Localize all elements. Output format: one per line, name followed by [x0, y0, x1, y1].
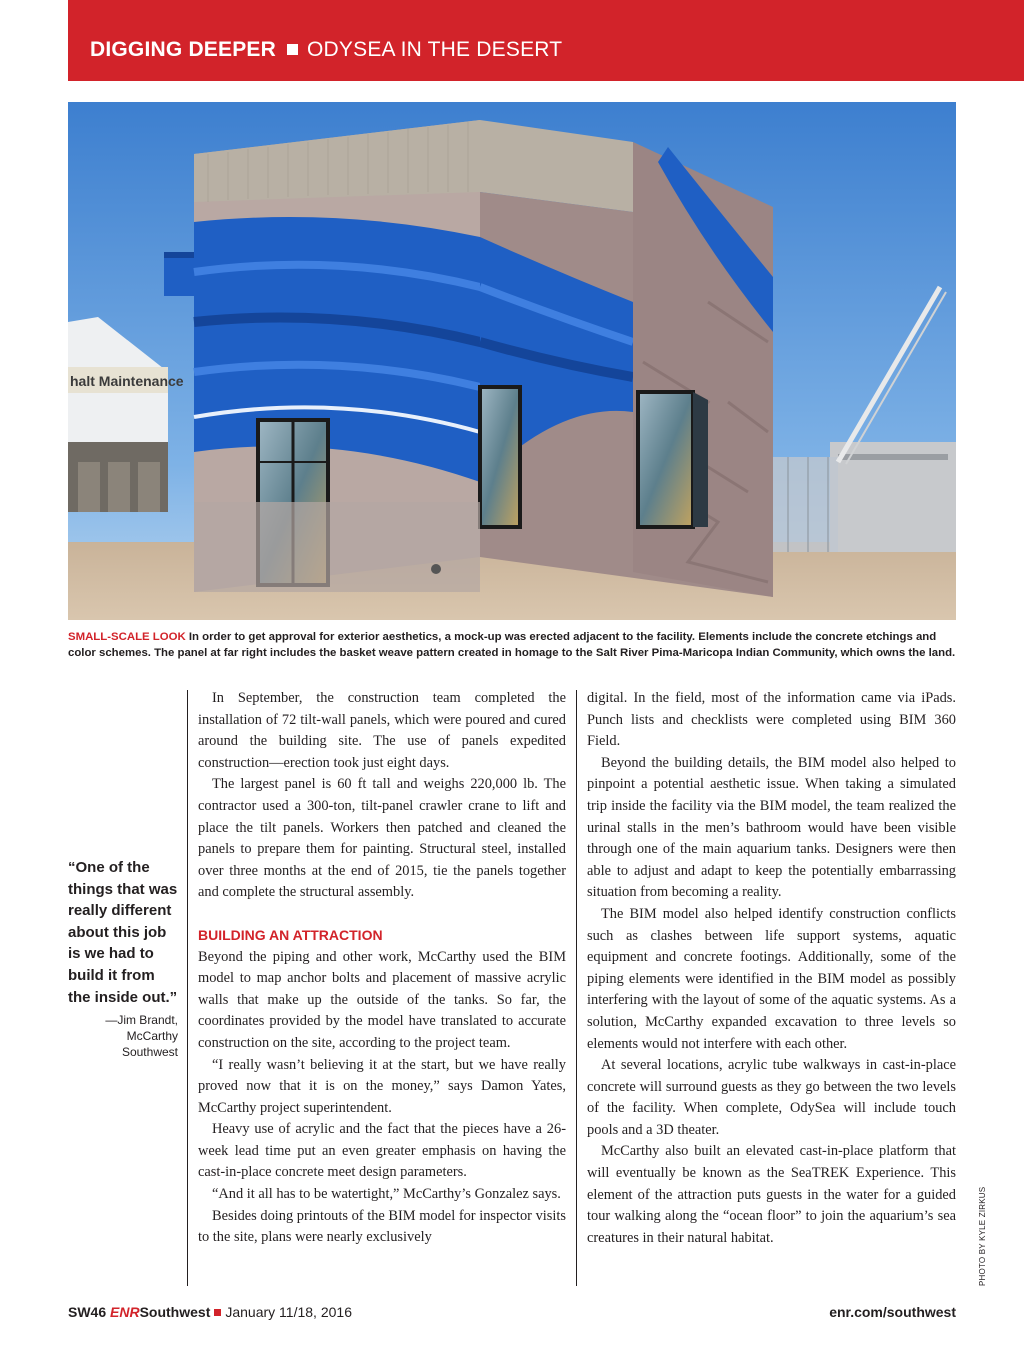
paragraph: digital. In the field, most of the information came via iPads. Punch lists and checklists were completed using BIM 360 Field. [587, 690, 956, 750]
square-bullet-icon [214, 1309, 221, 1316]
paragraph: “I really wasn’t believing it at the start, but we have really proved now that it is on the money,” says Damon Yates, McCarthy project superintendent. [198, 1056, 566, 1116]
magazine-logo-region: Southwest [139, 1304, 211, 1320]
column-rule-left [187, 690, 188, 1286]
paragraph: McCarthy also built an elevated cast-in-place platform that will eventually be known as the SeaTREK Experience. This element of the attraction puts guests in the water for a guided tour walking along the “ocean floor” to join the aquarium’s sea creatures in their natural habitat. [587, 1143, 956, 1246]
magazine-logo-enr: ENR [110, 1304, 140, 1320]
section-name: DIGGING DEEPER [90, 38, 276, 61]
sign-text: halt Maintenance [70, 373, 184, 389]
column-rule-middle [576, 690, 577, 1286]
paragraph: At several locations, acrylic tube walkways in cast-in-place concrete will surround guests as they go between the two levels of the facility. When complete, OdySea will include touch pools and a 3D theater. [587, 1057, 956, 1138]
article-column-2 [587, 688, 956, 1249]
paragraph: Beyond the building details, the BIM model also helped to pinpoint a potential aesthetic issue. When taking a simulated trip inside the facility via the BIM model, the team realized the urinal stalls in the men’s bathroom would have been visible through one of the main aquarium tanks. Designers were then able to adjust and adapt to keep the potentially embarrassing situation from becoming a reality. [587, 754, 956, 901]
page-number: SW46 [68, 1304, 107, 1320]
paragraph: The BIM model also helped identify construction conflicts such as clashes between life support systems, aquatic equipment and concrete footings. Additionally, some of the piping elements were identified in the BIM model as possibly interfering with the layout of some of the aquatic systems. As a solution, McCarthy expanded excavation to three levels so elements would not interfere with each other. [587, 905, 956, 1052]
issue-date: January 11/18, 2016 [225, 1304, 352, 1320]
paragraph: “And it all has to be watertight,” McCarthy’s Gonzalez says. [212, 1186, 561, 1203]
section-banner [68, 0, 1024, 81]
caption-lead: SMALL-SCALE LOOK [68, 631, 186, 643]
website-url: enr.com/southwest [829, 1304, 956, 1320]
pull-quote [68, 857, 178, 1060]
building [164, 120, 773, 597]
photo-credit: PHOTO BY KYLE ZIRKUS [978, 1186, 987, 1286]
article-column-1 [198, 688, 566, 1249]
footer-folio-line [68, 1304, 352, 1320]
mockup-building-photo [68, 102, 956, 620]
paragraph: In September, the construction team completed the installation of 72 tilt-wall panels, which were poured and cured around the building site. The use of panels expedited construction—erection took just eight days. [198, 690, 566, 771]
pull-quote-attribution: —Jim Brandt, McCarthy Southwest [105, 1013, 178, 1060]
paragraph: Heavy use of acrylic and the fact that the pieces have a 26-week lead time put an even greater emphasis on having the cast-in-place concrete meet design parameters. [198, 1121, 566, 1181]
paragraph: Beyond the piping and other work, McCarthy used the BIM model to map anchor bolts and placement of massive acrylic walls that make up the outside of the tanks. So far, the coordinates provided by the model have translated to accurate construction on the site, according to the project team. [198, 948, 566, 1051]
section-subhead: BUILDING AN ATTRACTION [198, 926, 383, 943]
banner-title [90, 38, 562, 62]
caption-text: In order to get approval for exterior aesthetics, a mock-up was erected adjacent to the facility. Elements include the concrete etchings and color schemes. The panel at far right includes the basket weave pattern created in homage to the Salt River Pima-Maricopa Indian Community, which owns the land. [68, 631, 956, 659]
paragraph: The largest panel is 60 ft tall and weighs 220,000 lb. The contractor used a 300-ton, tilt-panel crawler crane to lift and place the tilt panels. Workers then patched and cleaned the panels to prepare them for painting. Structural steel, installed over three months at the end of 2015, tie the panels together and complete the structural assembly. [198, 776, 566, 901]
paragraph: Besides doing printouts of the BIM model for inspector visits to the site, plans were nearly exclusively [198, 1207, 566, 1246]
photo-caption [68, 629, 956, 661]
topic-name: ODYSEA IN THE DESERT [307, 38, 563, 61]
pull-quote-text: “One of the things that was really different about this job is we had to build it from the inside out.” [68, 859, 178, 1006]
page-footer [68, 1304, 956, 1324]
square-bullet-icon [287, 44, 298, 55]
